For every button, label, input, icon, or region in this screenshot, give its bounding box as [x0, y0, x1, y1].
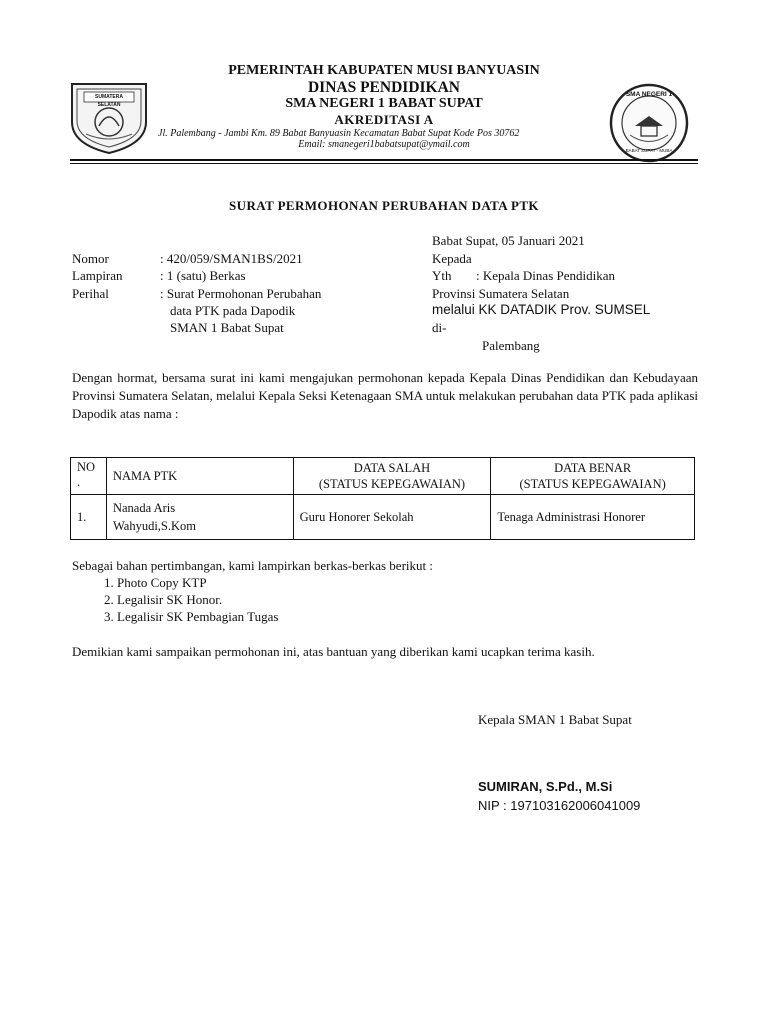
school-seal-text-top: SMA NEGERI 1 — [625, 91, 673, 98]
opening-paragraph: Dengan hormat, bersama surat ini kami mengajukan permohonan kepada Kepala Dinas Pendidikan dan Kebudayaan Provinsi Sumatera Selatan, melalui Kepala Seksi Ketenagaan SMA untuk melakukan perubahan data PTK pada aplikasi Dapodik atas nama : — [72, 370, 698, 421]
header-data-benar — [491, 458, 695, 495]
recipient-yth: Yth — [432, 268, 452, 283]
recipient-line-3: melalui KK DATADIK Prov. SUMSEL — [432, 302, 651, 317]
cell-nama-line-1: Nanada Aris — [112, 501, 176, 515]
cell-no: 1. — [71, 495, 107, 540]
cell-data-benar: Tenaga Administrasi Honorer — [491, 495, 695, 540]
nomor-value: : 420/059/SMAN1BS/2021 — [160, 251, 303, 266]
letterhead-department: DINAS PENDIDIKAN — [307, 79, 460, 96]
signature-nip: NIP : 197103162006041009 — [478, 798, 641, 813]
header-no-line-1: NO — [77, 460, 96, 474]
lampiran-label: Lampiran — [72, 268, 123, 283]
lampiran-value: : 1 (satu) Berkas — [160, 268, 246, 283]
attachments-intro: Sebagai bahan pertimbangan, kami lampirkan berkas-berkas berikut : — [72, 558, 433, 573]
header-no — [71, 458, 107, 495]
header-data-salah — [293, 458, 491, 495]
signature-role: Kepala SMAN 1 Babat Supat — [478, 712, 632, 727]
cell-nama — [106, 495, 293, 540]
nomor-label: Nomor — [72, 251, 109, 266]
letterhead-government: PEMERINTAH KABUPATEN MUSI BANYUASIN — [228, 63, 540, 78]
recipient-line-2: Provinsi Sumatera Selatan — [432, 286, 570, 301]
recipient-kepada: Kepada — [432, 251, 472, 266]
perihal-line-2: data PTK pada Dapodik — [170, 303, 296, 318]
place-date: Babat Supat, 05 Januari 2021 — [432, 233, 585, 248]
perihal-line-1: : Surat Permohonan Perubahan — [160, 286, 322, 301]
list-item: 1. Photo Copy KTP — [117, 574, 278, 591]
recipient-di: di- — [432, 320, 447, 335]
ptk-table — [70, 457, 695, 540]
header-salah-line-2: (STATUS KEPEGAWAIAN) — [318, 477, 466, 491]
closing-paragraph: Demikian kami sampaikan permohonan ini, atas bantuan yang diberikan kami ucapkan terima kasih. — [72, 644, 595, 659]
letterhead-divider — [70, 159, 698, 161]
header-nama: NAMA PTK — [106, 458, 293, 495]
recipient-yth-value: : Kepala Dinas Pendidikan — [476, 268, 615, 283]
recipient-city: Palembang — [482, 338, 540, 353]
ptk-table-header — [71, 458, 695, 495]
signature-name: SUMIRAN, S.Pd., M.Si — [478, 779, 613, 794]
cell-data-salah: Guru Honorer Sekolah — [293, 495, 491, 540]
list-item: 2. Legalisir SK Honor. — [117, 591, 278, 608]
list-item: 3. Legalisir SK Pembagian Tugas — [117, 608, 278, 625]
header-benar-line-1: DATA BENAR — [554, 461, 632, 475]
perihal-line-3: SMAN 1 Babat Supat — [170, 320, 284, 335]
table-row — [71, 495, 695, 540]
header-benar-line-2: (STATUS KEPEGAWAIAN) — [519, 477, 666, 491]
province-logo-text: SUMATERA SELATAN — [95, 94, 123, 108]
header-salah-line-1: DATA SALAH — [353, 461, 431, 475]
header-no-line-2: . — [77, 475, 81, 489]
perihal-label: Perihal — [72, 286, 109, 301]
letterhead-address: Jl. Palembang - Jambi Km. 89 Babat Banyuasin Kecamatan Babat Supat Kode Pos 30762 — [158, 128, 520, 139]
letterhead-email: Email: smanegeri1babatsupat@ymail.com — [298, 139, 470, 150]
cell-nama-line-2: Wahyudi,S.Kom — [112, 519, 196, 533]
letter-title: SURAT PERMOHONAN PERUBAHAN DATA PTK — [229, 198, 539, 213]
school-seal-text-bottom: BABAT SUPAT - MUBA — [625, 148, 673, 153]
letterhead-accreditation: AKREDITASI A — [334, 112, 434, 127]
attachments-list — [72, 574, 278, 625]
letterhead-divider-thin — [70, 163, 698, 164]
letterhead-school: SMA NEGERI 1 BABAT SUPAT — [285, 96, 483, 111]
